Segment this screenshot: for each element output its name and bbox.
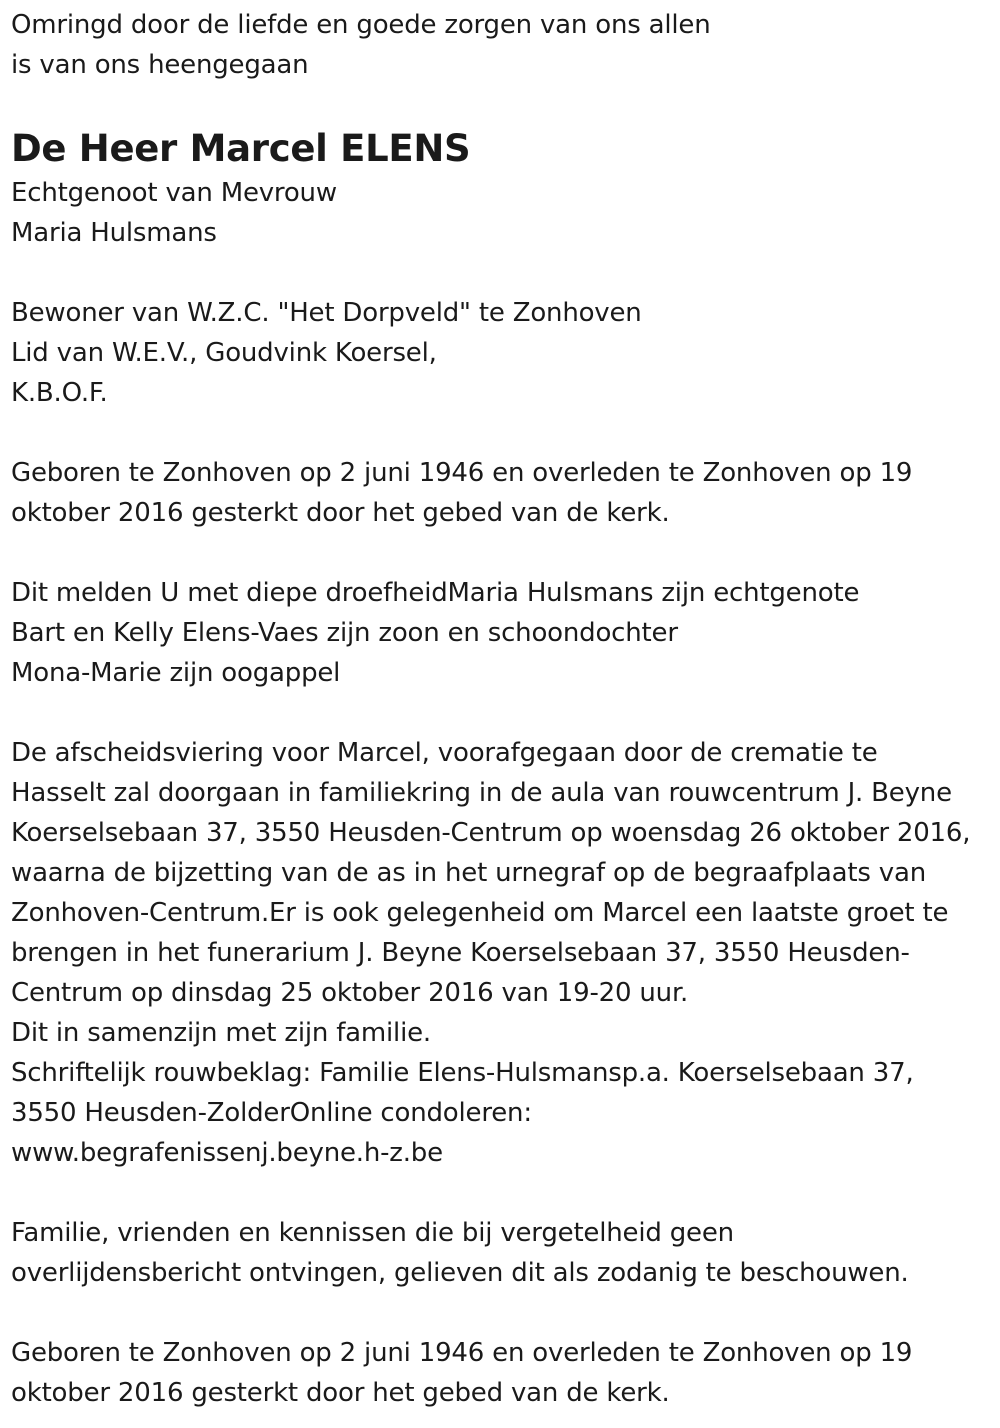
ceremony-line: Dit in samenzijn met zijn familie. xyxy=(11,1018,431,1048)
ceremony-line: Centrum op dinsdag 25 oktober 2016 van 19-20 uur. xyxy=(11,978,689,1008)
ceremony-line: brengen in het funerarium J. Beyne Koerselsebaan 37, 3550 Heusden- xyxy=(11,938,910,968)
spouse-line: Echtgenoot van Mevrouw xyxy=(11,178,337,208)
spacer xyxy=(11,253,991,293)
intro-paragraph xyxy=(11,5,991,85)
spacer xyxy=(11,693,991,733)
ceremony-paragraph xyxy=(11,733,991,1173)
spouse-line: Maria Hulsmans xyxy=(11,218,217,248)
membership-line: K.B.O.F. xyxy=(11,378,108,408)
obituary-document xyxy=(11,5,991,1413)
notice-line: overlijdensbericht ontvingen, gelieven dit als zodanig te beschouwen. xyxy=(11,1258,909,1288)
ceremony-line: Koerselsebaan 37, 3550 Heusden-Centrum op woensdag 26 oktober 2016, xyxy=(11,818,971,848)
notice-paragraph xyxy=(11,1213,991,1293)
birth-death-repeat-paragraph xyxy=(11,1333,991,1413)
deceased-name: De Heer Marcel ELENS xyxy=(11,127,471,170)
family-line: Mona-Marie zijn oogappel xyxy=(11,658,341,688)
birth-death-line: Geboren te Zonhoven op 2 juni 1946 en overleden te Zonhoven op 19 xyxy=(11,458,913,488)
family-line: Dit melden U met diepe droefheidMaria Hulsmans zijn echtgenote xyxy=(11,578,860,608)
condolence-url: www.begrafenissenj.beyne.h-z.be xyxy=(11,1138,443,1168)
birth-death-paragraph xyxy=(11,453,991,533)
ceremony-line: De afscheidsviering voor Marcel, voorafgegaan door de crematie te xyxy=(11,738,878,768)
intro-line: is van ons heengegaan xyxy=(11,50,309,80)
birth-death-line: Geboren te Zonhoven op 2 juni 1946 en overleden te Zonhoven op 19 xyxy=(11,1338,913,1368)
family-line: Bart en Kelly Elens-Vaes zijn zoon en schoondochter xyxy=(11,618,678,648)
membership-line: Lid van W.E.V., Goudvink Koersel, xyxy=(11,338,437,368)
ceremony-line: Hasselt zal doorgaan in familiekring in de aula van rouwcentrum J. Beyne xyxy=(11,778,952,808)
spacer xyxy=(11,533,991,573)
membership-line: Bewoner van W.Z.C. "Het Dorpveld" te Zonhoven xyxy=(11,298,642,328)
spacer xyxy=(11,413,991,453)
family-paragraph xyxy=(11,573,991,693)
ceremony-line: Schriftelijk rouwbeklag: Familie Elens-Hulsmansp.a. Koerselsebaan 37, xyxy=(11,1058,914,1088)
birth-death-line: oktober 2016 gesterkt door het gebed van de kerk. xyxy=(11,498,670,528)
birth-death-line: oktober 2016 gesterkt door het gebed van de kerk. xyxy=(11,1378,670,1408)
spacer xyxy=(11,1173,991,1213)
spouse-paragraph xyxy=(11,173,991,253)
memberships-paragraph xyxy=(11,293,991,413)
ceremony-line: waarna de bijzetting van de as in het urnegraf op de begraafplaats van xyxy=(11,858,927,888)
intro-line: Omringd door de liefde en goede zorgen van ons allen xyxy=(11,10,711,40)
ceremony-line: 3550 Heusden-ZolderOnline condoleren: xyxy=(11,1098,532,1128)
ceremony-line: Zonhoven-Centrum.Er is ook gelegenheid om Marcel een laatste groet te xyxy=(11,898,949,928)
spacer xyxy=(11,1293,991,1333)
notice-line: Familie, vrienden en kennissen die bij vergetelheid geen xyxy=(11,1218,734,1248)
